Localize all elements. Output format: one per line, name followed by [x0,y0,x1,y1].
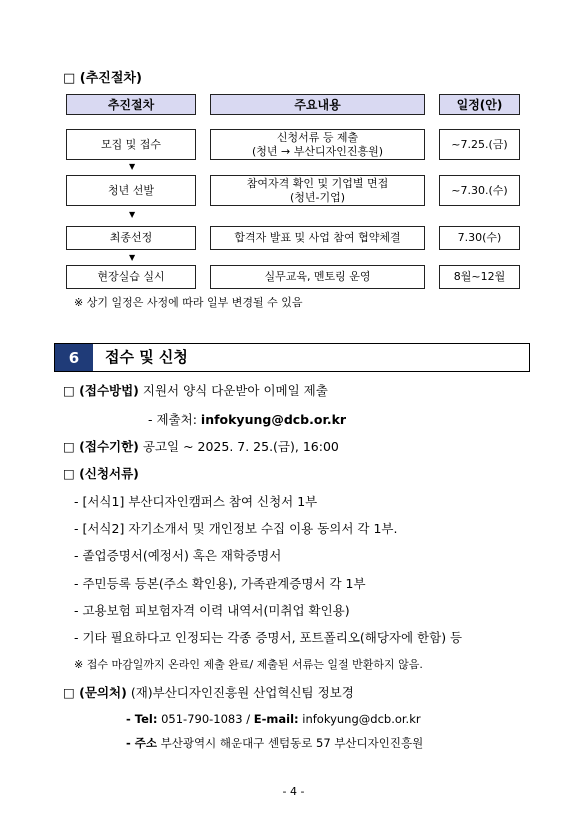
documents-label-text: □ (신청서류) [63,466,139,481]
schedule-label: 7.30(수) [457,231,502,244]
separator: / [246,712,251,726]
schedule-label: ~7.30.(수) [451,183,508,197]
step-box-recruit [66,129,196,160]
deadline-line [63,437,339,455]
tel-number[interactable]: 051-790-1083 [161,712,243,726]
content-box-final [210,226,425,250]
documents-label [63,464,139,482]
tel-label: - Tel: [126,712,158,726]
schedule-box-selection [439,175,520,206]
column-header-schedule: 일정(안) [439,94,520,115]
contact-label: □ (문의처) [63,685,127,700]
list-item: - 고용보험 피보험자격 이력 내역서(미취업 확인용) [74,603,350,618]
step-label: 현장실습 실시 [97,270,165,283]
list-item: - [서식2] 자기소개서 및 개인정보 수집 이용 동의서 각 1부. [74,521,398,536]
section-title: 접수 및 신청 [105,348,188,366]
address-text: 부산광역시 해운대구 센텀동로 57 부산디자인진흥원 [160,736,424,750]
schedule-label: 8월~12월 [453,270,506,283]
method-text: 지원서 양식 다운받아 이메일 제출 [142,383,328,398]
submit-email-link[interactable]: infokyung@dcb.or.kr [200,412,347,427]
column-header-step: 추진절차 [66,94,196,115]
section-header [54,343,530,372]
method-line [63,381,328,399]
list-item: - [서식1] 부산디자인캠퍼스 참여 신청서 1부 [74,494,318,509]
step-label: 청년 선발 [107,183,154,197]
down-arrow-icon: ▼ [129,210,136,219]
submit-line [148,410,346,428]
schedule-box-practice [439,265,520,289]
column-header-content: 주요내용 [210,94,425,115]
tel-line [126,712,421,726]
down-arrow-icon: ▼ [129,162,136,171]
deadline-label: □ (접수기한) [63,439,139,454]
section-number: 6 [55,344,93,371]
step-box-practice [66,265,196,289]
down-arrow-icon: ▼ [129,253,136,262]
content-box-selection [210,175,425,206]
contact-line [63,683,354,701]
content-line: 참여자격 확인 및 기업별 면접 [246,176,389,190]
method-label: □ (접수방법) [63,383,139,398]
contact-email-link[interactable]: infokyung@dcb.or.kr [302,712,421,726]
schedule-box-recruit [439,129,520,160]
list-item: - 기타 필요하다고 인정되는 각종 증명서, 포트폴리오(해당자에 한함) 등 [74,630,463,645]
step-label: 모집 및 접수 [100,137,162,151]
list-item: - 졸업증명서(예정서) 혹은 재학증명서 [74,548,282,563]
address-line [126,735,423,751]
email-label: E-mail: [253,712,299,726]
address-label: - 주소 [126,736,157,750]
content-line: 실무교육, 멘토링 운영 [264,270,371,283]
step-box-final [66,226,196,250]
schedule-label: ~7.25.(금) [451,137,508,151]
documents-note: ※ 접수 마감일까지 온라인 제출 완료/ 제출된 서류는 일절 반환하지 않음. [74,658,423,671]
content-box-practice [210,265,425,289]
content-line: (청년 → 부산디자인진흥원) [251,144,384,158]
list-item: - 주민등록 등본(주소 확인용), 가족관계증명서 각 1부 [74,576,366,591]
submit-label: - 제출처: [148,412,197,427]
contact-text: (재)부산디자인진흥원 산업혁신팀 정보경 [130,685,354,700]
step-label: 최종선정 [109,231,153,244]
page-number: - 4 - [282,785,305,798]
content-line: 합격자 발표 및 사업 참여 협약체결 [234,231,401,244]
content-box-recruit [210,129,425,160]
content-line: 신청서류 등 제출 [276,130,359,144]
procedure-heading: □ (추진절차) [63,71,142,86]
schedule-note: ※ 상기 일정은 사정에 따라 일부 변경될 수 있음 [74,296,303,309]
step-box-selection [66,175,196,206]
deadline-text: 공고일 ~ 2025. 7. 25.(금), 16:00 [142,439,339,454]
content-line: (청년-기업) [289,190,346,204]
schedule-box-final [439,226,520,250]
